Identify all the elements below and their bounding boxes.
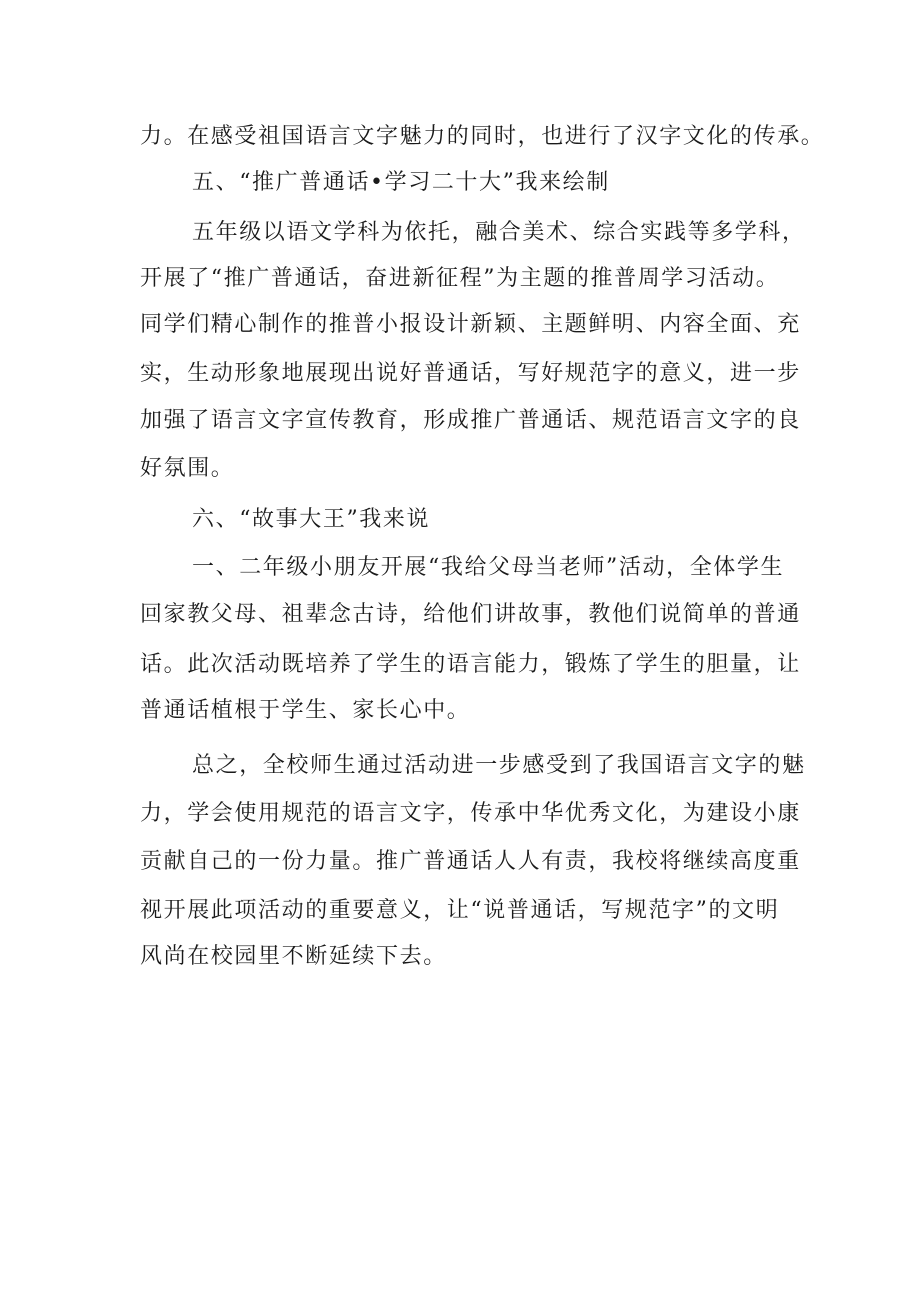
paragraph-line: 五年级以语文学科为依托，融合美术、综合实践等多学科， <box>192 220 806 245</box>
paragraph-line: 话。此次活动既培养了学生的语言能力，锻炼了学生的胆量，让 <box>140 652 801 677</box>
paragraph-line: 实，生动形象地展现出说好普通话，写好规范字的意义，进一步 <box>140 361 801 386</box>
paragraph-line: 力，学会使用规范的语言文字，传承中华优秀文化，为建设小康 <box>140 801 801 826</box>
paragraph-line: 一、二年级小朋友开展“我给父母当老师”活动，全体学生 <box>192 555 785 580</box>
section-heading-6: 六、“故事大王”我来说 <box>192 507 431 532</box>
paragraph-line: 力。在感受祖国语言文字魅力的同时，也进行了汉字文化的传承。 <box>140 124 825 149</box>
paragraph-line: 回家教父母、祖辈念古诗，给他们讲故事，教他们说简单的普通 <box>140 602 801 627</box>
paragraph-line: 好氛围。 <box>140 456 235 481</box>
paragraph-line: 总之，全校师生通过活动进一步感受到了我国语言文字的魅 <box>192 753 806 778</box>
paragraph-line: 视开展此项活动的重要意义，让“说普通话，写规范字”的文明 <box>140 898 780 923</box>
paragraph-line: 同学们精心制作的推普小报设计新颖、主题鲜明、内容全面、充 <box>140 312 801 337</box>
paragraph-line: 贡献自己的一份力量。推广普通话人人有责，我校将继续高度重 <box>140 849 801 874</box>
paragraph-line: 加强了语言文字宣传教育，形成推广普通话、规范语言文字的良 <box>140 408 801 433</box>
section-heading-5: 五、“推广普通话•学习二十大”我来绘制 <box>192 170 610 195</box>
paragraph-line: 风尚在校园里不断延续下去。 <box>140 944 447 969</box>
paragraph-line: 开展了“推广普通话，奋进新征程”为主题的推普周学习活动。 <box>140 266 780 291</box>
paragraph-line: 普通话植根于学生、家长心中。 <box>140 698 471 723</box>
